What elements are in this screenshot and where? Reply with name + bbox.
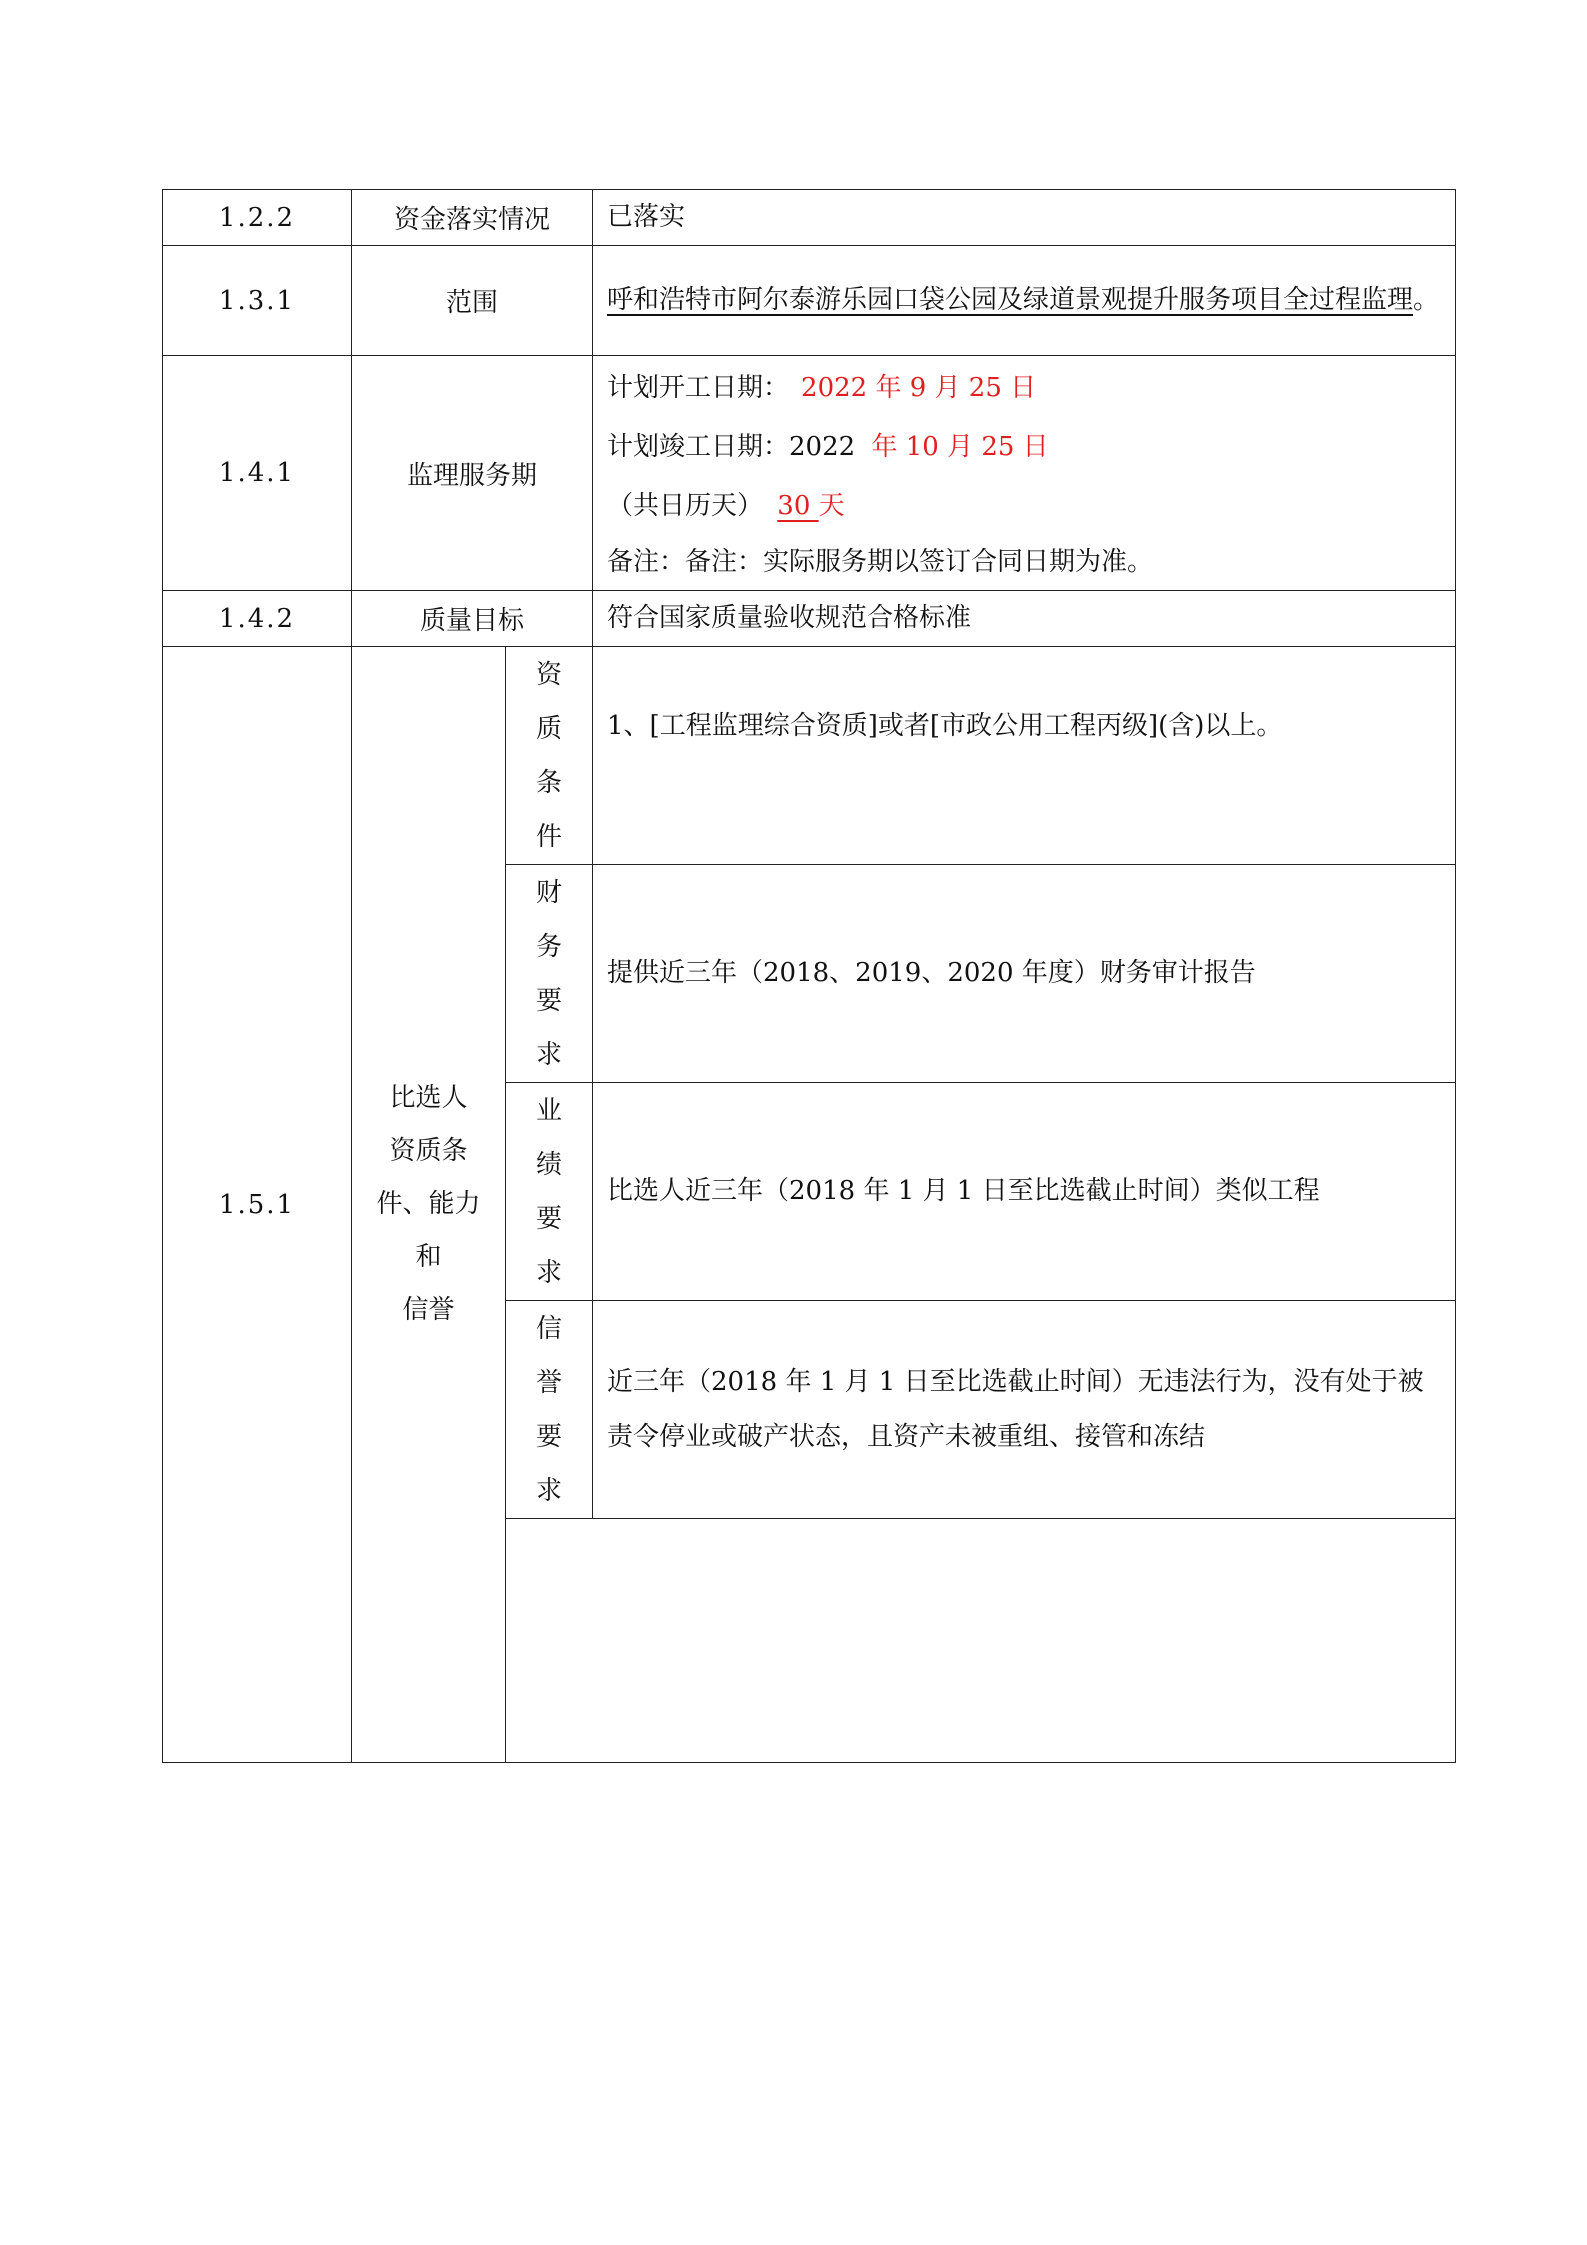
sub-label-char: 财 bbox=[536, 877, 563, 908]
sub-label-char: 件 bbox=[536, 821, 563, 852]
days-prefix: （共日历天） bbox=[607, 490, 772, 521]
sub-label bbox=[506, 1301, 593, 1519]
end-date: 年 10 月 25 日 bbox=[871, 431, 1049, 462]
row-value: 已落实 bbox=[593, 190, 1456, 246]
row-label: 监理服务期 bbox=[352, 356, 593, 591]
sub-label-char: 求 bbox=[536, 1257, 563, 1288]
sub-value: 近三年（2018 年 1 月 1 日至比选截止时间）无违法行为，没有处于被责令停业或破产状态，且资产未被重组、接管和冻结 bbox=[593, 1301, 1456, 1519]
days-line bbox=[607, 477, 1449, 536]
sub-label-char: 誉 bbox=[536, 1367, 563, 1398]
row-value bbox=[593, 356, 1456, 591]
sub-label-char: 要 bbox=[536, 1203, 563, 1234]
sub-label-char: 要 bbox=[536, 1421, 563, 1452]
group-label-line: 和 bbox=[415, 1242, 442, 1272]
sub-label-char: 信 bbox=[536, 1313, 563, 1344]
group-label-line: 件、能力 bbox=[376, 1189, 481, 1219]
row-value: 符合国家质量验收规范合格标准 bbox=[593, 591, 1456, 647]
sub-label-char: 务 bbox=[536, 931, 563, 962]
row-number: 1.2.2 bbox=[163, 190, 352, 246]
start-date: 2022 年 9 月 25 日 bbox=[801, 372, 1037, 403]
scope-suffix: 。 bbox=[1413, 285, 1440, 315]
row-1-3-1 bbox=[163, 246, 1456, 356]
row-1-2-2 bbox=[163, 190, 1456, 246]
row-label: 资金落实情况 bbox=[352, 190, 593, 246]
sub-label-char: 要 bbox=[536, 985, 563, 1016]
row-number: 1.4.1 bbox=[163, 356, 352, 591]
sub-label bbox=[506, 1083, 593, 1301]
row-number: 1.4.2 bbox=[163, 591, 352, 647]
start-date-line bbox=[607, 359, 1449, 418]
row-number: 1.5.1 bbox=[163, 647, 352, 1763]
sub-label bbox=[506, 647, 593, 865]
days-value: 30 bbox=[777, 490, 819, 521]
group-label-line: 资质条 bbox=[389, 1136, 468, 1166]
row-1-4-1 bbox=[163, 356, 1456, 591]
note-line: 备注：备注：实际服务期以签订合同日期为准。 bbox=[607, 546, 1154, 577]
end-date-line bbox=[607, 418, 1449, 477]
sub-label-char: 条 bbox=[536, 767, 563, 798]
scope-text: 呼和浩特市阿尔泰游乐园口袋公园及绿道景观提升服务项目全过程监理 bbox=[607, 285, 1414, 315]
tender-info-table bbox=[162, 189, 1456, 1763]
sub-label bbox=[506, 865, 593, 1083]
days-unit: 天 bbox=[818, 490, 845, 521]
sub-label-char: 绩 bbox=[536, 1149, 563, 1180]
row-value bbox=[593, 246, 1456, 356]
start-date-prefix: 计划开工日期： bbox=[607, 372, 790, 403]
group-label-line: 比选人 bbox=[389, 1083, 468, 1113]
row-1-5-1-qualification bbox=[163, 647, 1456, 865]
empty-cell bbox=[506, 1519, 1456, 1763]
row-label: 范围 bbox=[352, 246, 593, 356]
end-date-prefix: 计划竣工日期：2022 bbox=[607, 431, 864, 462]
row-1-4-2 bbox=[163, 591, 1456, 647]
sub-label-char: 资 bbox=[536, 659, 563, 690]
sub-label-char: 业 bbox=[536, 1095, 563, 1126]
row-label: 质量目标 bbox=[352, 591, 593, 647]
sub-value: 1、[工程监理综合资质]或者[市政公用工程丙级](含)以上。 bbox=[593, 647, 1456, 865]
sub-label-char: 求 bbox=[536, 1039, 563, 1070]
sub-value: 比选人近三年（2018 年 1 月 1 日至比选截止时间）类似工程 bbox=[593, 1083, 1456, 1301]
row-number: 1.3.1 bbox=[163, 246, 352, 356]
sub-label-char: 求 bbox=[536, 1475, 563, 1506]
sub-label-char: 质 bbox=[536, 713, 563, 744]
group-label bbox=[352, 647, 506, 1763]
group-label-line: 信誉 bbox=[402, 1295, 455, 1325]
sub-value: 提供近三年（2018、2019、2020 年度）财务审计报告 bbox=[593, 865, 1456, 1083]
